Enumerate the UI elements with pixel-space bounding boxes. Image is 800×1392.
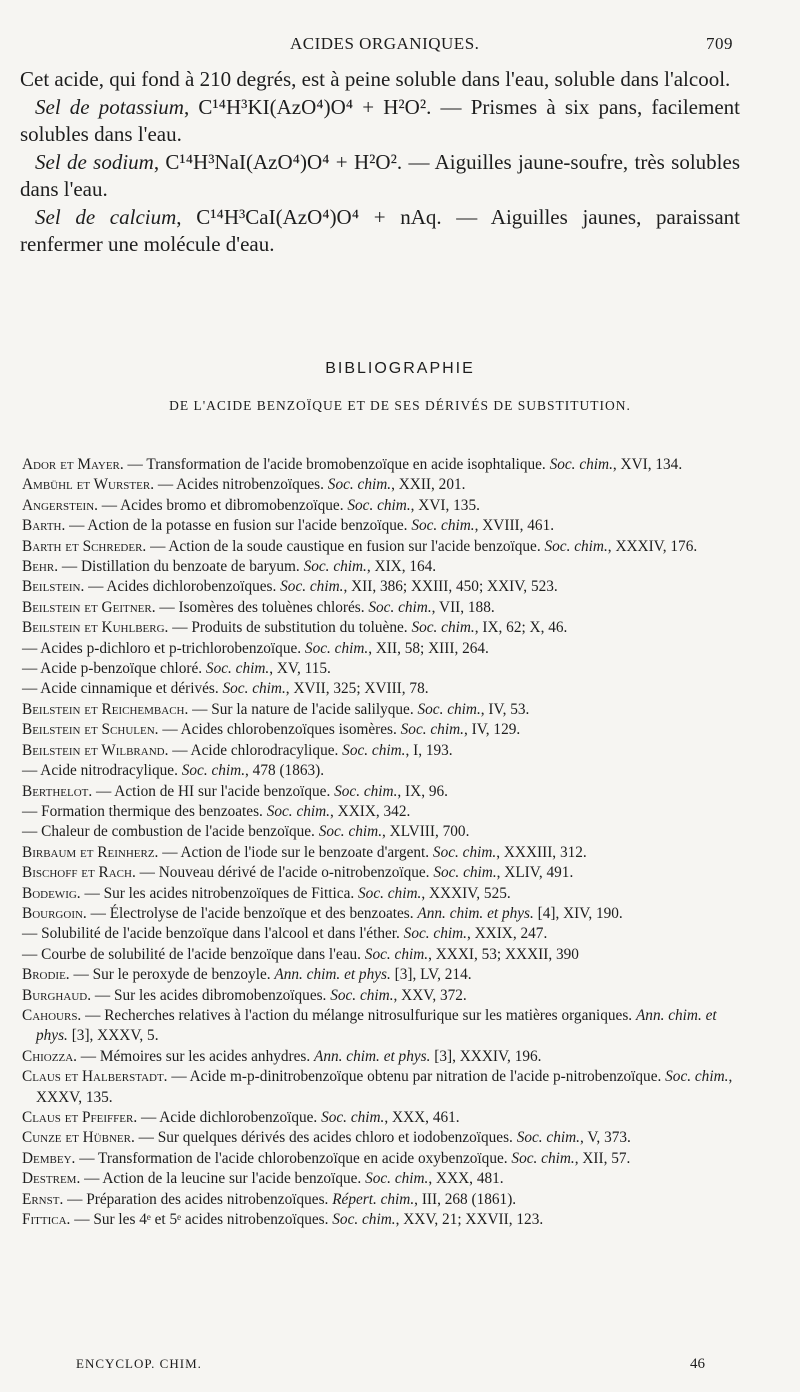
reference-source: Soc. chim. [665, 1068, 729, 1086]
reference-author: Destrem. [22, 1170, 81, 1188]
reference-source: Soc. chim. [368, 598, 432, 616]
reference-author: Beilstein et Geitner. [22, 598, 156, 616]
reference-author: Beilstein et Schulen. [22, 721, 159, 739]
reference-title: — Isomères des toluènes chlorés. [155, 598, 369, 616]
reference-source: Ann. chim. et phys. [314, 1047, 431, 1065]
reference-title: — Formation thermique des benzoates. [22, 802, 267, 820]
reference-source: Soc. chim. [318, 823, 383, 841]
reference-title: — Acides p-dichloro et p-trichlorobenzoïque. [22, 639, 305, 657]
reference-entry [22, 1067, 742, 1108]
reference-source: Ann. chim. et phys. [417, 904, 534, 922]
reference-entry [22, 1149, 742, 1169]
reference-volume: , I, 193. [405, 741, 453, 759]
running-title: ACIDES ORGANIQUES. [290, 34, 480, 53]
reference-volume: , IX, 96. [397, 782, 448, 800]
reference-volume: , XIX, 164. [366, 558, 437, 576]
paragraph [20, 94, 740, 149]
footer-encyclopedia: ENCYCLOP. CHIM. [76, 1356, 202, 1371]
reference-author: Cunze et Hübner. [22, 1129, 135, 1147]
reference-source: Soc. chim. [511, 1149, 575, 1167]
reference-source: Soc. chim. [432, 843, 497, 861]
reference-entry [22, 965, 742, 985]
reference-entry [22, 700, 742, 720]
reference-source: Soc. chim. [181, 762, 246, 780]
reference-title: — Sur les 4ᵉ et 5ᵉ acides nitrobenzoïques. [70, 1211, 333, 1229]
reference-title: — Nouveau dérivé de l'acide o-nitrobenzoïque. [135, 864, 434, 882]
main-text [20, 66, 740, 259]
reference-author: Beilstein et Wilbrand. [22, 741, 169, 759]
reference-title: — Produits de substitution du toluène. [168, 619, 412, 637]
reference-volume: , XII, 57. [574, 1149, 631, 1167]
reference-volume: , VII, 188. [431, 598, 495, 616]
reference-title: — Mémoires sur les acides anhydres. [76, 1047, 315, 1065]
reference-author: Ambühl et Wurster. [22, 476, 155, 494]
reference-source: Soc. chim. [304, 639, 369, 657]
paragraph [20, 204, 740, 259]
reference-entry [22, 1210, 742, 1230]
reference-entry [22, 639, 742, 659]
reference-volume: , XXX, 481. [428, 1170, 504, 1188]
reference-source: Soc. chim. [347, 496, 411, 514]
reference-entry [22, 986, 742, 1006]
reference-volume: , XXX, 461. [384, 1109, 460, 1126]
reference-volume: , XXXV, 135. [36, 1068, 733, 1106]
reference-author: Behr. [22, 558, 59, 576]
paragraph-text: Cet acide, qui fond à 210 degrés, est à peine soluble dans l'eau, soluble dans l'alcool. [20, 67, 731, 91]
reference-source: Soc. chim. [417, 700, 481, 718]
reference-entry [22, 1006, 742, 1047]
reference-volume: , XXXI, 53; XXXII, 390 [428, 945, 579, 963]
reference-source: Soc. chim. [303, 558, 367, 576]
reference-author: Claus et Pfeiffer. [22, 1109, 138, 1126]
reference-volume: , XXXIV, 176. [607, 537, 698, 555]
reference-title: — Acide chlorodracylique. [168, 741, 343, 759]
reference-entry [22, 1169, 742, 1189]
reference-source: Soc. chim. [544, 537, 608, 555]
bibliography-title: BIBLIOGRAPHIE [325, 360, 475, 377]
reference-entry [22, 516, 742, 536]
reference-volume: , XVII, 325; XVIII, 78. [285, 680, 429, 698]
reference-entry [22, 537, 742, 557]
reference-title: — Acides dichlorobenzoïques. [84, 578, 281, 596]
reference-volume: , XV, 115. [269, 660, 331, 678]
reference-title: — Transformation de l'acide bromobenzoïque en acide isophtalique. [123, 456, 550, 473]
reference-volume: [3], XXXIV, 196. [430, 1047, 542, 1065]
reference-volume: , XXV, 372. [393, 986, 467, 1004]
reference-volume: , XII, 58; XIII, 264. [368, 639, 489, 657]
paragraph [20, 149, 740, 204]
reference-volume: , XXIX, 247. [466, 925, 548, 943]
reference-title: — Acide dichlorobenzoïque. [137, 1109, 322, 1126]
reference-volume: [3], XXXV, 5. [67, 1027, 159, 1045]
reference-source: Soc. chim. [433, 864, 497, 882]
reference-volume: , XXXIV, 525. [421, 884, 511, 902]
reference-author: Beilstein. [22, 578, 85, 596]
reference-title: — Acides bromo et dibromobenzoïque. [97, 496, 348, 514]
reference-source: Soc. chim. [280, 578, 344, 596]
reference-title: — Distillation du benzoate de baryum. [58, 558, 304, 576]
reference-volume: , XXXIII, 312. [496, 843, 587, 861]
reference-author: Ernst. [22, 1190, 64, 1208]
reference-title: — Action de HI sur l'acide benzoïque. [92, 782, 335, 800]
page-number: 709 [706, 34, 733, 53]
reference-volume: , XLIV, 491. [496, 864, 574, 882]
reference-title: — Action de l'iode sur le benzoate d'argent. [158, 843, 433, 861]
reference-title: — Électrolyse de l'acide benzoïque et des benzoates. [86, 904, 418, 922]
reference-title: — Acide p-benzoïque chloré. [22, 660, 206, 678]
reference-volume: , XVI, 135. [410, 496, 480, 514]
reference-author: Burghaud. [22, 986, 92, 1004]
reference-volume: , 478 (1863). [245, 762, 325, 780]
reference-title: — Action de la soude caustique en fusion sur l'acide benzoïque. [146, 537, 545, 555]
reference-title: — Action de la potasse en fusion sur l'acide benzoïque. [65, 517, 412, 535]
reference-author: Birbaum et Reinherz. [22, 843, 159, 861]
reference-source: Soc. chim. [342, 741, 406, 759]
reference-author: Bodewig. [22, 884, 81, 902]
reference-author: Cahours. [22, 1006, 82, 1024]
reference-entry [22, 618, 742, 638]
reference-entry [22, 945, 742, 965]
reference-author: Berthelot. [22, 782, 93, 800]
reference-title: — Acide m-p-dinitrobenzoïque obtenu par nitration de l'acide p-nitrobenzoïque. [167, 1068, 666, 1086]
reference-title: — Acide cinnamique et dérivés. [22, 680, 223, 698]
reference-entry [22, 802, 742, 822]
reference-entry [22, 598, 742, 618]
reference-entry [22, 904, 742, 924]
reference-source: Soc. chim. [205, 660, 270, 678]
reference-title: — Solubilité de l'acide benzoïque dans l'alcool et dans l'éther. [22, 925, 404, 943]
salt-name: Sel de sodium [35, 149, 154, 174]
reference-entry [22, 1047, 742, 1067]
reference-entry [22, 720, 742, 740]
reference-author: Ador et Mayer. [22, 456, 124, 473]
reference-source: Soc. chim. [365, 1170, 429, 1188]
reference-entry [22, 1190, 742, 1210]
reference-source: Soc. chim. [411, 517, 475, 535]
reference-title: — Action de la leucine sur l'acide benzoïque. [80, 1170, 366, 1188]
reference-author: Bourgoin. [22, 904, 87, 922]
reference-volume: , XXIX, 342. [330, 802, 411, 820]
reference-author: Angerstein. [22, 496, 98, 514]
reference-volume: , XLVIII, 700. [382, 823, 470, 841]
reference-title: — Chaleur de combustion de l'acide benzoïque. [22, 823, 319, 841]
reference-entry [22, 782, 742, 802]
reference-source: Soc. chim. [332, 1211, 396, 1229]
reference-entry [22, 863, 742, 883]
reference-title: — Sur le peroxyde de benzoyle. [69, 966, 275, 984]
signature-mark: 46 [690, 1356, 705, 1372]
paragraph [20, 66, 740, 94]
reference-source: Soc. chim. [411, 619, 475, 637]
reference-volume: , XVIII, 461. [474, 517, 555, 535]
reference-author: Fittica. [22, 1211, 71, 1229]
reference-source: Soc. chim. [330, 986, 394, 1004]
reference-entry [22, 741, 742, 761]
reference-volume: , XII, 386; XXIII, 450; XXIV, 523. [343, 578, 558, 596]
reference-volume: , III, 268 (1861). [414, 1190, 517, 1208]
reference-entry [22, 761, 742, 781]
reference-entry [22, 496, 742, 516]
reference-volume: , XVI, 134. [612, 456, 683, 473]
reference-source: Soc. chim. [358, 884, 422, 902]
reference-source: Soc. chim. [327, 476, 392, 494]
reference-entry [22, 1128, 742, 1148]
reference-entry [22, 475, 742, 495]
reference-volume: , IV, 53. [480, 700, 530, 718]
reference-source: Ann. chim. et phys. [274, 966, 391, 984]
reference-source: Soc. chim. [321, 1109, 385, 1126]
reference-entry [22, 884, 742, 904]
paragraph-text: , C¹⁴H³NaI(AzO⁴)O⁴ + H²O². — Aiguilles jaune-soufre, très solubles dans l'eau. [20, 149, 740, 201]
reference-volume: , XXII, 201. [391, 476, 466, 494]
reference-title: — Sur les acides nitrobenzoïques de Fittica. [80, 884, 359, 902]
reference-volume: , IV, 129. [463, 721, 521, 739]
reference-volume: [4], XIV, 190. [533, 904, 623, 922]
reference-source: Soc. chim. [516, 1129, 580, 1147]
reference-author: Beilstein et Kuhlberg. [22, 619, 169, 637]
reference-source: Soc. chim. [266, 802, 330, 820]
reference-entry [22, 659, 742, 679]
reference-source: Soc. chim. [334, 782, 398, 800]
reference-source: Ann. chim. et phys. [36, 1006, 717, 1045]
reference-volume: , V, 373. [579, 1129, 631, 1147]
reference-title: — Courbe de solubilité de l'acide benzoïque dans l'eau. [22, 945, 365, 963]
reference-source: Soc. chim. [364, 945, 429, 963]
paragraph-text: , C¹⁴H³CaI(AzO⁴)O⁴ + nAq. — Aiguilles jaunes, paraissant renfermer une molécule d'eau. [20, 204, 740, 256]
reference-entry [22, 1108, 742, 1128]
reference-author: Barth et Schreder. [22, 537, 147, 555]
reference-volume: [3], LV, 214. [390, 966, 472, 984]
reference-entry [22, 679, 742, 699]
reference-author: Chiozza. [22, 1047, 77, 1065]
reference-title: — Acides nitrobenzoïques. [154, 476, 328, 494]
reference-list [22, 455, 742, 1230]
reference-entry [22, 557, 742, 577]
reference-source: Soc. chim. [549, 456, 613, 473]
paragraph-text: , C¹⁴H³KI(AzO⁴)O⁴ + H²O². — Prismes à six pans, facilement solubles dans l'eau. [20, 94, 740, 146]
salt-name: Sel de calcium [35, 204, 177, 229]
reference-entry [22, 843, 742, 863]
salt-name: Sel de potassium [35, 94, 184, 119]
reference-author: Claus et Halberstadt. [22, 1068, 168, 1086]
reference-author: Barth. [22, 517, 66, 535]
running-header [0, 34, 800, 56]
reference-title: — Sur les acides dibromobenzoïques. [91, 986, 331, 1004]
reference-title: — Sur quelques dérivés des acides chloro et iodobenzoïques. [134, 1129, 517, 1147]
reference-title: — Acides chlorobenzoïques isomères. [158, 721, 401, 739]
reference-author: Brodie. [22, 966, 70, 984]
reference-entry [22, 822, 742, 842]
reference-entry [22, 577, 742, 597]
reference-title: — Recherches relatives à l'action du mélange nitrosulfurique sur les matières organiques. [81, 1006, 636, 1024]
reference-author: Dembey. [22, 1149, 76, 1167]
reference-source: Soc. chim. [403, 925, 467, 943]
reference-source: Soc. chim. [222, 680, 286, 698]
reference-title: — Sur la nature de l'acide salilyque. [188, 700, 418, 718]
reference-author: Beilstein et Reichembach. [22, 700, 189, 718]
reference-source: Soc. chim. [400, 721, 464, 739]
reference-title: — Transformation de l'acide chlorobenzoïque en acide oxybenzoïque. [75, 1149, 512, 1167]
reference-author: Bischoff et Rach. [22, 864, 136, 882]
reference-volume: , XXV, 21; XXVII, 123. [395, 1211, 544, 1229]
reference-title: — Préparation des acides nitrobenzoïques. [63, 1190, 333, 1208]
reference-entry [22, 924, 742, 944]
reference-source: Répert. chim. [332, 1190, 415, 1208]
page-footer [0, 1356, 800, 1376]
reference-entry [22, 455, 742, 475]
reference-volume: , IX, 62; X, 46. [474, 619, 568, 637]
reference-title: — Acide nitrodracylique. [22, 762, 182, 780]
bibliography-subtitle: DE L'ACIDE BENZOÏQUE ET DE SES DÉRIVÉS DE SUBSTITUTION. [169, 398, 631, 413]
